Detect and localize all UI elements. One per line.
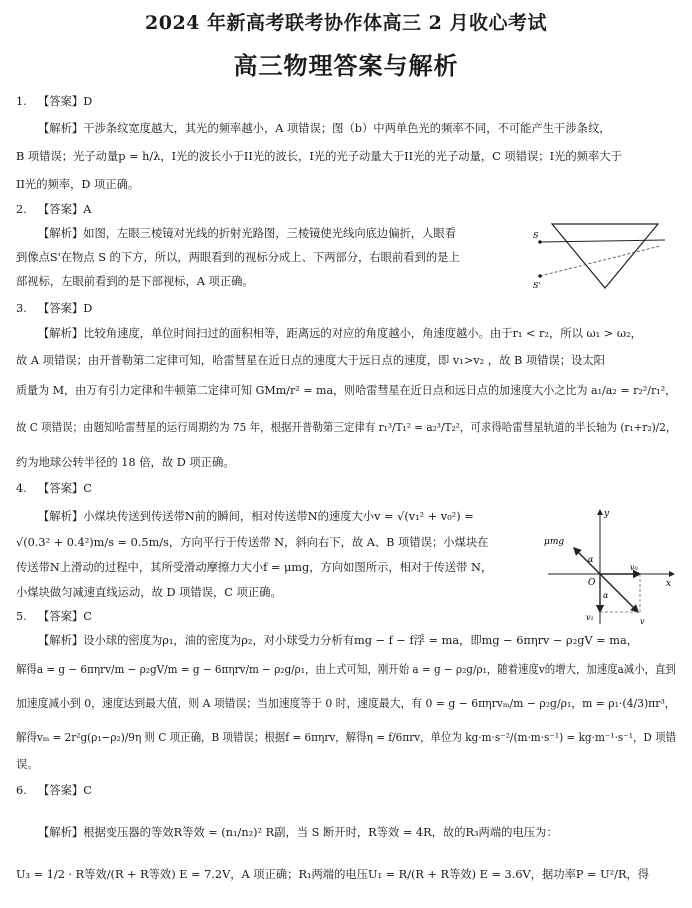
prism-triangle bbox=[552, 224, 658, 288]
label-v1: v₁ bbox=[586, 613, 594, 622]
item-6-line: 【解析】根据变压器的等效R等效 = (n₁/n₂)² R副，当 S 断开时，R等效 = 4R，故的R₃两端的电压为： bbox=[38, 826, 558, 839]
item-1-line: II光的频率，D 项正确。 bbox=[16, 178, 140, 191]
item-4-line: 【解析】小煤块传送到传送带N前的瞬间，相对传送带N的速度大小v = √(v₁² + v₀²) = bbox=[38, 510, 474, 523]
item-3-line: 故 C 项错误；由题知哈雷彗星的运行周期约为 75 年，根据开普勒第三定律有 r₁³/T₁² = a₂³/T₂²，可求得哈雷彗星轨道的半长轴为 (r₁+r₂)/2， bbox=[16, 421, 677, 434]
object-point-s bbox=[538, 240, 542, 244]
item-4-line: 传送带N上滑动的过程中，其所受滑动摩擦力大小f = μmg，方向如图所示，相对于传送带 N， bbox=[16, 561, 493, 574]
label-mu-mg: μmg bbox=[544, 537, 565, 547]
item-3-line: 故 A 项错误；由开普勒第二定律可知，哈雷彗星在近日点的速度大于远日点的速度，即 v₁>v₂ ，故 B 项错误；设太阳 bbox=[16, 354, 605, 367]
item-2-answer: 2. 【答案】A bbox=[16, 203, 92, 216]
friction-vector bbox=[574, 548, 600, 574]
item-3-line: 【解析】比较角速度，单位时间扫过的面积相等，距离远的对应的角度越小，角速度越小。由于r₁ < r₂，所以 ω₁ > ω₂， bbox=[38, 327, 642, 340]
label-y: y bbox=[604, 509, 610, 519]
label-v0: v₀ bbox=[630, 563, 638, 572]
velocity-vector-diagram bbox=[540, 500, 680, 635]
document-title: 高三物理答案与解析 bbox=[233, 52, 459, 80]
item-4-answer: 4. 【答案】C bbox=[16, 482, 92, 495]
item-2-line: 【解析】如图，左眼三棱镜对光线的折射光路图，三棱镜使光线向底边偏折，人眼看 bbox=[38, 227, 456, 240]
item-4-line: √(0.3² + 0.4²)m/s = 0.5m/s，方向平行于传送带 N，斜向右下，故 A、B 项错误；小煤块在 bbox=[16, 536, 489, 549]
prism-diagram bbox=[530, 216, 680, 296]
item-2-line: 部视标，左眼前看到的是下部视标，A 项正确。 bbox=[16, 275, 254, 288]
item-3-line: 约为地球公转半径的 18 倍，故 D 项正确。 bbox=[16, 456, 235, 469]
exam-title: 2024 年新高考联考协作体高三 2 月收心考试 bbox=[145, 12, 547, 34]
label-x: x bbox=[666, 579, 672, 589]
item-4-line: 小煤块做匀减速直线运动，故 D 项错误，C 项正确。 bbox=[16, 586, 282, 599]
item-6-answer: 6. 【答案】C bbox=[16, 784, 92, 797]
item-6-line: U₃ = 1/2 · R等效/(R + R等效) E = 7.2V，A 项正确；R₁两端的电压U₁ = R/(R + R等效) E = 3.6V，据功率P = U²/R，得 bbox=[16, 868, 650, 881]
label-alpha: α bbox=[588, 555, 594, 564]
virtual-ray bbox=[540, 246, 660, 276]
label-s-prime: S' bbox=[533, 281, 541, 290]
item-5-line: 解得a = g − 6πηrv/m − ρ₂gV/m = g − 6πηrv/m − ρ₂g/ρ₁，由上式可知，刚开始 a = g − ρ₂g/ρ₁，随着速度v的增大，加速度a减小，直到 bbox=[16, 663, 676, 676]
item-5-line: 误。 bbox=[16, 758, 39, 771]
item-5-line: 【解析】设小球的密度为ρ₁，油的密度为ρ₂，对小球受力分析有mg − f − f浮 = ma，即mg − 6πηrv − ρ₂gV = ma， bbox=[38, 634, 639, 647]
item-1-line: B 项错误；光子动量p = h/λ，I光的波长小于II光的波长，I光的光子动量大于II光的光子动量，C 项错误；I光的频率大于 bbox=[16, 150, 622, 163]
item-5-line: 解得vₘ = 2r²g(ρ₁−ρ₂)/9η 则 C 项正确，B 项错误；根据f = 6πηrv，解得η = f/6πrv，单位为 kg·m·s⁻²/(m·m·s⁻¹) = kg·m⁻¹·s⁻¹，D 项错 bbox=[16, 731, 677, 744]
incident-ray bbox=[540, 240, 665, 242]
label-v: v bbox=[640, 617, 645, 626]
item-2-line: 到像点S'在物点 S 的下方，所以，两眼看到的视标分成上、下两部分，右眼前看到的是上 bbox=[16, 251, 460, 264]
item-3-answer: 3. 【答案】D bbox=[16, 302, 93, 315]
label-alpha: α bbox=[603, 591, 609, 600]
item-1-line: 【解析】干涉条纹宽度越大，其光的频率越小，A 项错误；图（b）中两单色光的频率不同，不可能产生干涉条纹， bbox=[38, 122, 611, 135]
item-1-answer: 1. 【答案】D bbox=[16, 95, 93, 108]
label-s: S bbox=[533, 231, 539, 240]
label-origin: O bbox=[588, 578, 596, 588]
item-5-line: 加速度减小到 0，速度达到最大值，则 A 项错误；当加速度等于 0 时，速度最大，有 0 = g − 6πηrvₘ/m − ρ₂g/ρ₁，m = ρ₁·(4/3)πr³， bbox=[16, 697, 676, 710]
item-3-line: 质量为 M，由万有引力定律和牛顿第二定律可知 GMm/r² = ma，则哈雷彗星在近日点和远日点的加速度大小之比为 a₁/a₂ = r₂²/r₁²， bbox=[16, 384, 677, 397]
item-5-answer: 5. 【答案】C bbox=[16, 610, 92, 623]
image-point-s-prime bbox=[538, 274, 542, 278]
